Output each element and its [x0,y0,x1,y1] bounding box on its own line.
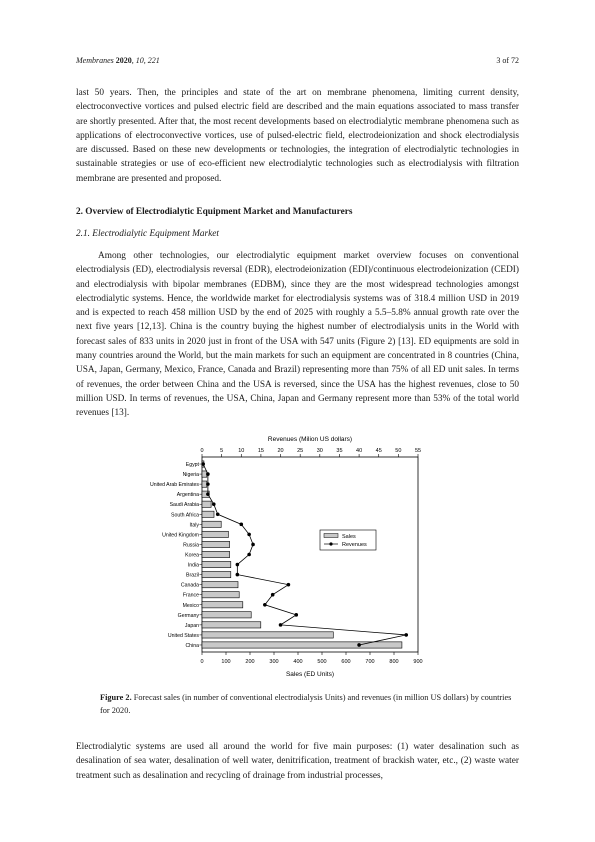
revenue-point [251,543,255,547]
top-tick-label: 0 [200,448,204,454]
revenue-point [212,502,216,506]
paragraph-market: Among other technologies, our electrodialytic equipment market overview focuses on conventional electrodialysis (ED), electrodialysis reversal (EDR), electrodeionization (EDI)/continuous electrodeionization (CEDI) and electrodialysis with bipolar membranes (EDBM), since they are the most widespread technologies amongst electrodialytic systems. Hence, the worldwide market for electrodialysis systems was of 318.4 million USD in 2019 and is expected to reach 458 million USD by the end of 2025 with roughly a 5.5–5.8% annual growth rate over the next five years [12,13]. China is the country buying the highest number of electrodialysis units in the World with forecast sales of 833 units in 2020 just in front of the USA with 547 units (Figure 2) [13]. ED equipments are sold in many countries around the World, but the main markets for such an equipment are concentrated in 8 countries (China, USA, Japan, Germany, Mexico, France, Canada and Brazil) representing more than 75% of all ED unit sales. In terms of revenues, the order between China and the USA is reversed, since the USA has the highest revenues, close to 50 million USD. In terms of revenues, the USA, China, Japan and Germany represent more than 53% of the total world revenues [13]. [76,251,519,419]
category-label: Japan [184,622,199,629]
category-label: France [182,592,199,599]
caption-label: Figure 2. [100,693,132,702]
bottom-tick-label: 100 [221,659,231,665]
sales-bar [202,541,230,547]
category-label: Korea [185,552,199,559]
sales-bar [202,471,207,477]
figure-caption [100,692,520,717]
sales-bar [202,612,251,618]
revenue-point [216,512,220,516]
journal-volume: , 10, 221 [131,56,160,65]
bottom-tick-label: 400 [293,659,303,665]
category-label: Russia [183,542,199,549]
sales-bar [202,571,231,577]
top-tick-label: 15 [257,448,264,454]
category-label: Saudi Arabia [169,502,199,509]
revenue-point [206,482,210,486]
section-heading: 2. Overview of Electrodialytic Equipment Market and Manufacturers [76,207,353,217]
top-tick-label: 10 [238,448,245,454]
category-label: Argentina [176,492,199,499]
category-label: India [187,562,199,569]
category-label: Brazil [186,572,199,579]
revenue-point [294,613,298,617]
journal-year: 2020 [115,56,132,65]
category-label: Nigeria [182,472,199,479]
top-axis-title: Revenues (Milion US dollars) [267,436,353,443]
bottom-tick-label: 600 [341,659,351,665]
category-label: Egypt [185,462,199,469]
sales-bar [202,551,230,557]
figure-2 [150,432,450,690]
category-label: South Africa [171,512,199,519]
category-label: United Kingdom [162,532,199,539]
legend-sales-label: Sales [342,534,356,540]
revenue-point [236,563,240,567]
paragraph-intro: last 50 years. Then, the principles and state of the art on membrane phenomena, limiting current density, electroconvective vortices and pulsed electric field are described and the main equations associated to mass transfer are shortly presented. After that, the most recent developments based on electrodialytic membrane phenomena such as applications of electroconvective vortices, use of pulsed-electric field, electrodeionization and shock electrodialysis are discussed. Based on these new developments or technologies, the integration of electrodialytic technologies in sustainable strategies or use of eco-efficient new electrodialytic technologies such as electrodialysis with filtration membrane are presented and proposed. [76,88,519,184]
revenue-point [236,573,240,577]
sales-bar [202,521,221,527]
sales-bar [202,622,261,628]
category-label: Canada [180,582,199,589]
revenue-point [263,603,267,607]
sales-bar [202,602,243,608]
top-tick-label: 30 [316,448,323,454]
bottom-tick-label: 500 [317,659,327,665]
top-tick-label: 55 [414,448,422,454]
top-tick-label: 5 [220,448,224,454]
legend-revenues-marker [329,542,332,545]
revenue-point [247,533,251,537]
legend-sales-swatch [324,534,338,538]
sales-bar [202,642,402,648]
top-tick-label: 25 [297,448,304,454]
bottom-tick-label: 300 [269,659,279,665]
subsection-heading: 2.1. Electrodialytic Equipment Market [76,229,219,239]
revenue-point [247,553,251,557]
sales-bar [202,501,211,507]
journal-name: Membranes [76,56,114,65]
revenue-point [287,583,291,587]
top-tick-label: 40 [356,448,363,454]
bottom-tick-label: 700 [365,659,375,665]
revenue-point [206,472,210,476]
sales-bar [202,582,238,588]
bottom-axis-title: Sales (ED Units) [285,671,335,678]
category-label: United Arab Emirates [150,482,199,489]
revenue-point [271,593,275,597]
revenue-point [201,462,205,466]
sales-bar [202,531,228,537]
sales-revenue-chart [150,432,450,690]
revenue-point [206,492,210,496]
caption-text: Forecast sales (in number of conventional electrodialysis Units) and revenues (in million US dollars) by countries for 2020. [100,693,512,715]
category-label: Mexico [182,602,199,609]
sales-bar [202,481,207,487]
legend-revenues-label: Revenues [342,542,367,548]
top-tick-label: 50 [395,448,402,454]
top-tick-label: 35 [336,448,343,454]
category-label: Germany [177,612,199,619]
bottom-tick-label: 200 [245,659,255,665]
bottom-tick-label: 0 [200,659,204,665]
journal-citation [76,56,160,65]
sales-bar [202,511,214,517]
sales-bar [202,561,231,567]
revenue-point [279,623,283,627]
top-tick-label: 45 [375,448,382,454]
category-label: China [185,642,199,649]
bottom-tick-label: 800 [389,659,399,665]
revenue-point [239,523,243,527]
category-label: United States [167,632,199,639]
page-header [76,56,519,68]
sales-bar [202,592,239,598]
page-number: 3 of 72 [496,56,519,65]
sales-bar [202,632,333,638]
bottom-tick-label: 900 [413,659,423,665]
top-tick-label: 20 [277,448,284,454]
category-label: Italy [189,522,199,529]
paragraph-applications: Electrodialytic systems are used all around the world for five main purposes: (1) water desalination such as desalination of sea water, desalination of well water, denitrification, treatment of brackish water, etc., (2) waste water treatment such as desalination and recycling of drainage from industrial processes, [76,742,519,781]
revenue-point [404,633,408,637]
revenue-point [357,643,361,647]
